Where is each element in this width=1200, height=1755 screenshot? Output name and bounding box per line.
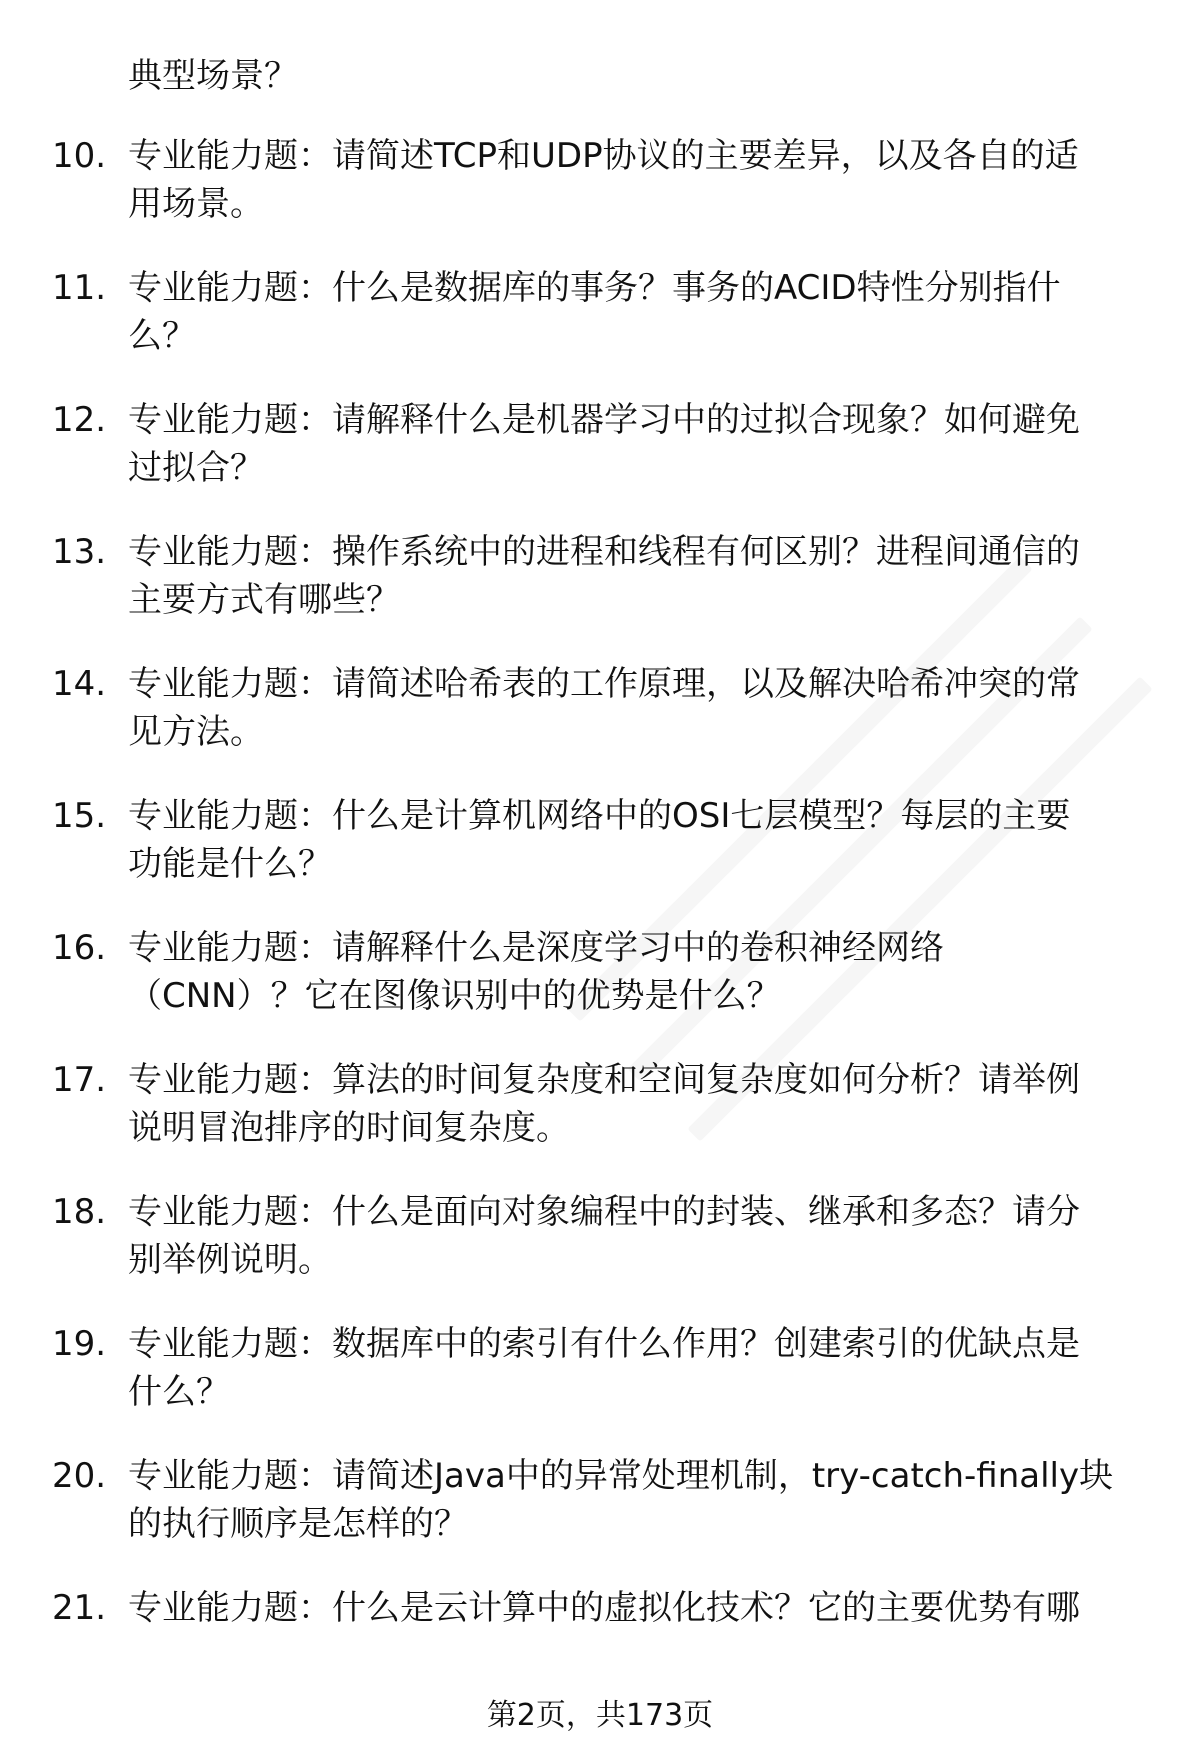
page-footer: 第2页，共173页: [486, 1698, 714, 1733]
question-text: 专业能力题：请解释什么是深度学习中的卷积神经网络 （CNN）？它在图像识别中的优势是什么？: [128, 928, 944, 1016]
question-text: 专业能力题：什么是数据库的事务？事务的ACID特性分别指什 么？: [128, 268, 1061, 356]
question-text: 专业能力题：请简述哈希表的工作原理，以及解决哈希冲突的常 见方法。: [128, 664, 1080, 752]
list-item: [0, 528, 1200, 660]
continuation-text: 典型场景？: [128, 56, 298, 96]
question-text: 专业能力题：什么是云计算中的虚拟化技术？它的主要优势有哪: [128, 1588, 1080, 1628]
list-item: [0, 132, 1200, 264]
question-text: 专业能力题：什么是计算机网络中的OSI七层模型？每层的主要 功能是什么？: [128, 796, 1071, 884]
list-item: [0, 1056, 1200, 1188]
list-item: [0, 1452, 1200, 1584]
question-text: 专业能力题：请简述TCP和UDP协议的主要差异，以及各自的适 用场景。: [128, 136, 1079, 224]
question-text: 专业能力题：什么是面向对象编程中的封装、继承和多态？请分 别举例说明。: [128, 1192, 1080, 1280]
question-number: 15.: [52, 796, 107, 836]
question-list: [0, 132, 1200, 1716]
question-text: 专业能力题：操作系统中的进程和线程有何区别？进程间通信的 主要方式有哪些？: [128, 532, 1080, 620]
question-text: 专业能力题：算法的时间复杂度和空间复杂度如何分析？请举例 说明冒泡排序的时间复杂度。: [128, 1060, 1080, 1148]
list-item: [0, 1320, 1200, 1452]
question-number: 19.: [52, 1324, 107, 1364]
question-number: 14.: [52, 664, 107, 704]
question-number: 16.: [52, 928, 107, 968]
question-number: 13.: [52, 532, 107, 572]
list-item: [0, 264, 1200, 396]
question-number: 11.: [52, 268, 107, 308]
question-number: 21.: [52, 1588, 107, 1628]
question-number: 10.: [52, 136, 107, 176]
question-text: 专业能力题：请解释什么是机器学习中的过拟合现象？如何避免 过拟合？: [128, 400, 1080, 488]
question-number: 17.: [52, 1060, 107, 1100]
question-text: 专业能力题：请简述Java中的异常处理机制，try-catch-finally块 的执行顺序是怎样的？: [128, 1456, 1114, 1544]
question-number: 20.: [52, 1456, 107, 1496]
list-item: [0, 1188, 1200, 1320]
question-text: 专业能力题：数据库中的索引有什么作用？创建索引的优缺点是 什么？: [128, 1324, 1080, 1412]
list-item: [0, 792, 1200, 924]
list-item: [0, 396, 1200, 528]
list-item: [0, 660, 1200, 792]
question-number: 18.: [52, 1192, 107, 1232]
question-number: 12.: [52, 400, 107, 440]
list-item: [0, 924, 1200, 1056]
